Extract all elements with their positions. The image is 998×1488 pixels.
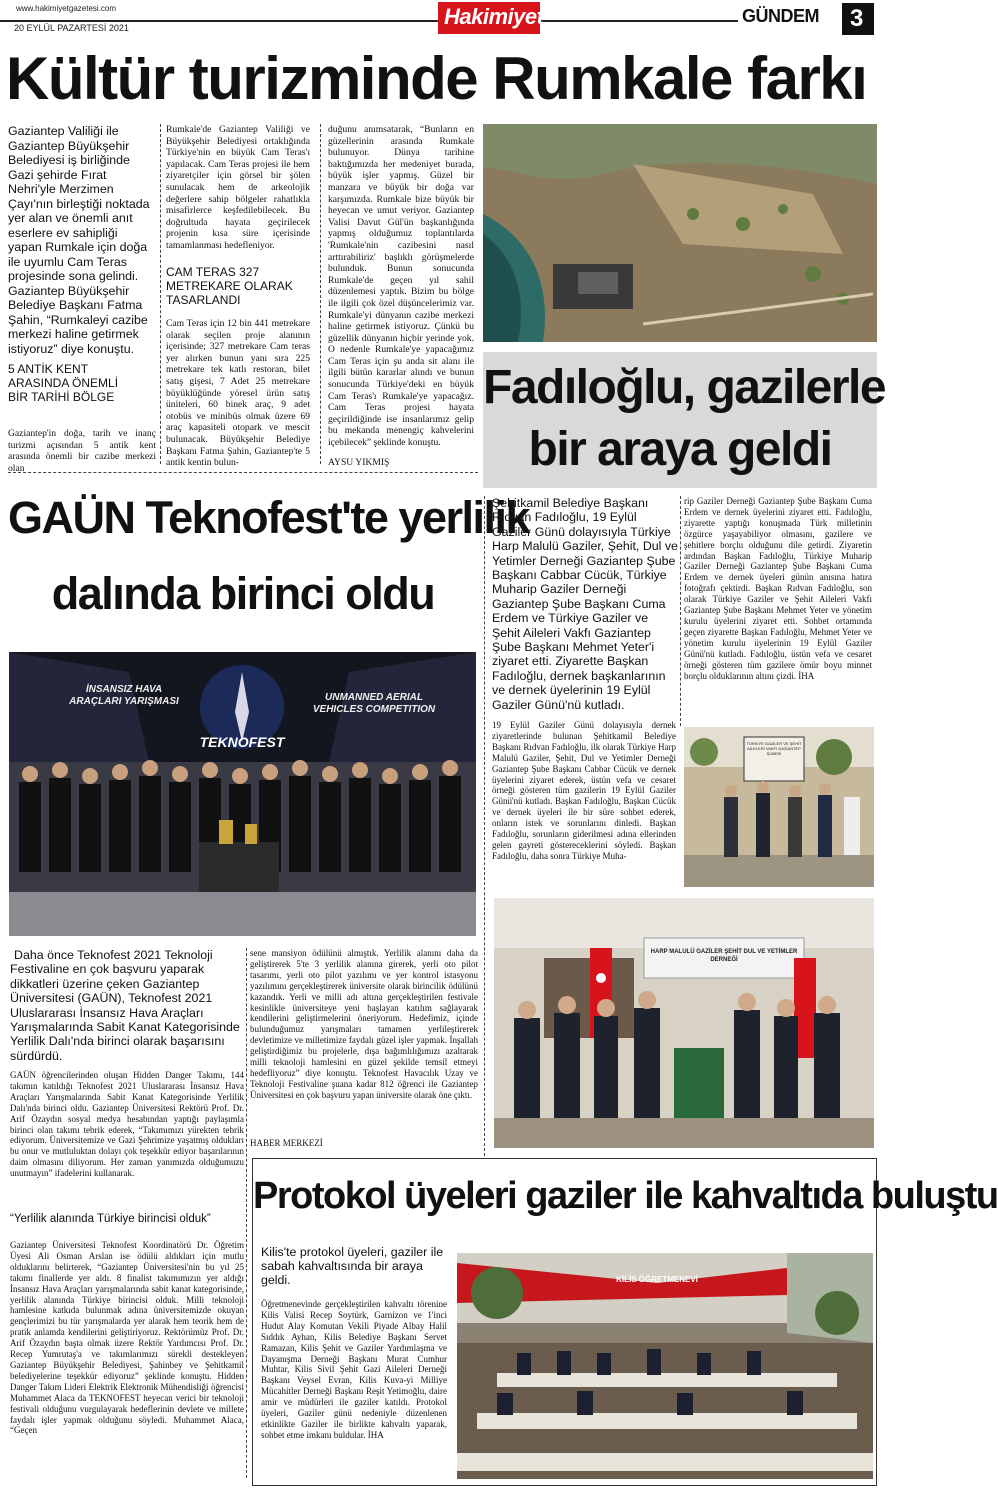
- divider-v-rumkale-2: [320, 124, 321, 464]
- page-number-box: [842, 3, 874, 35]
- header-rule-right: [540, 20, 738, 22]
- issue-date: 20 EYLÜL PAZARTESİ 2021: [14, 23, 129, 33]
- rumkale-subhead-glass: CAM TERAS 327 METREKARE OLARAK TASARLANDI: [166, 265, 293, 307]
- teknofest-headline-line2: dalında birinci oldu: [51, 568, 435, 619]
- teknofest-team-photo: [9, 652, 476, 936]
- fadiloglu-photo-sign: TÜRKİYE GAZİLER VE ŞEHİT AİLELERİ VAKFI GAZİANTEP ŞUBESİ: [746, 741, 802, 756]
- rumkale-byline: AYSU YIKMIŞ: [328, 457, 390, 468]
- rumkale-col3-body: duğunu anımsatarak, “Bunların en güzellerinin arasında Rumkale bulunuyor. Dünya tarihine baktığımızda her medeniyet burada, büyük işler yapmış. Güzel bir manzara ve büyük bir doğa var karşımızda. Rumkale bize büyük bir heyecan ve umut veriyor. Gaziantep Valisi Davut Gül'ün başkanlığında yapmış olduğumuz toplantılarda 'Rumkale'nin cazibesini nasıl arttırabiliriz' başlıklı görüşmelerde bulunduk. Bunun sonucunda Rumkale'de geçen yıl sahil düzenlemesi yaptık. Bizim bu bölge ile ilgili çok özel düşüncelerimiz var. Rumkale'yi dünyanın cazibe merkezi haline getirmek istiyoruz. Çünkü bu güzellik dünyanın hiçbir yerinde yok. O nedenle Rumkale'ye yapacağımız Cam Teras için şu anda sit alanı ile ilgili bütün kararlar alındı ve bunun sonucunda Türkiye'deki en büyük Cam Teras'ı Rumkale'ye yapacağız. Cam Teras projesi hayata geçirildiğinde ise insanlarımız gelip bu mekanda menengiç kahvelerini içebilecek” şeklinde konuştu.: [328, 124, 474, 449]
- fadiloglu-visit-photo: [684, 727, 874, 887]
- teknofest-body-b: Gaziantep Üniversitesi Teknofest Koordinatörü Dr. Öğretim Üyesi Ali Osman Arslan ise ödülü aldıkları için mutlu olduklarını belirterek, “Gaziantep Üniversitesi'nin bu yıl 25 takımı finallerde yer aldı. 8 finalist takımımızın yer aldığı İnsansız Hava Araçları yarışmalarında sabit kanat kategorisinde, yerlilik alanında Türkiye birincisi olduk. Milli teknoloji hamlesine katkıda bulunmak adına üniversitemizde okuyan gençlerimizi bu tür yarışmalarda yer alarak hem teorik hem de pratik anlamda kendilerini geliştiriyoruz. Rektörümüz Prof. Dr. Arif Özaydın başta olmak üzere Rektör Yardımcısı Prof. Dr. Recep Yumrutaş'a ve takımlarımızı sürekli destekleyen Gaziantep Büyükşehir Belediyesi, Şahinbey ve Şehitkamil belediyelerine teşekkür ediyoruz” şeklinde konuştu. Hidden Danger Takım Lideri Elektrik Elektronik Mühendisliği öğrencisi Muhammet Alaca da TEKNOFEST heyecan verici bir teknoloji festivali olduğunu vurgulayarak hedeflerinin devlete ve millete faydalı işler yapmak olduğunu söyledi. Muhammet Alaca, “Geçen: [10, 1240, 244, 1436]
- rumkale-col2-body-a: Rumkale'de Gaziantep Valiliği ve Büyükşehir Belediyesi ortaklığında Türkiye'nin en büyük Cam Teras'ı yapılacak. Cam Teras projesi ile hem ziyaretçiler için görsel bir şölen sunulacak hem de arkeolojik değerlere sahip bölgeler rahatlıkla misafirlerce keşfedilebilecek. Bu doğrultuda hayata geçirilecek projenin kısa süre içerisinde tamamlanması hedefleniyor.: [166, 124, 310, 251]
- teknofest-byline: HABER MERKEZİ: [250, 1138, 323, 1148]
- header-rule-left: [0, 20, 438, 22]
- rumkale-headline: Kültür turizminde Rumkale farkı: [6, 45, 867, 112]
- fadiloglu-body-right: rip Gaziler Derneği Gaziantep Şube Başkanı Cuma Erdem ve dernek üyelerini ziyaret etti. Fadıloğlu, ziyarette yaptığı konuşmada Türk milletinin özgürce yaşayabiliyor olmasını, gazilere ve şehitlere borçlu olduğunu dile getirdi. Ziyaretin ardından Başkan Fadıloğlu, Türkiye Muharip Gaziler Derneği Gaziantep Şube Başkanı Cuma Erdem ve dernek üyeleri günün anısına hatıra fotoğrafı çektirdi. Başkan Rıdvan Fadıloğlu, son olarak Türkiye Gaziler ve Şehit Aileleri Vakfı Gaziantep Şube Başkanı Mehmet Yeter ve yönetim kurulu üyelerini ziyaret etti. Sohbet ortamında geçen ziyarette Başkan Fadıloğlu, Mehmet Yeter ve yönetim kurulu üyelerinin 19 Eylül Gaziler Günü'nü kutladı. Fadıloğlu, üstün vefa ve cesaret örneği gösteren tüm gazilere ömür boyu minnet borçlu olduklarının altını çizdi. İHA: [684, 496, 872, 681]
- rumkale-subhead-ancient: 5 ANTİK KENT ARASINDA ÖNEMLİ BİR TARİHİ BÖLGE: [8, 362, 119, 404]
- gaziler-dernek-photo: [494, 898, 874, 1148]
- page-number: 3: [850, 5, 864, 32]
- protokol-headline: Protokol üyeleri gaziler ile kahvaltıda buluştu: [253, 1175, 998, 1217]
- website-url[interactable]: www.hakimiyetgazetesi.com: [16, 4, 117, 13]
- teknofest-banner-logo: TEKNOFEST: [199, 734, 285, 750]
- fadiloglu-lead: Şehitkamil Belediye Başkanı Rıdvan Fadıloğlu, 19 Eylül Gaziler Günü dolayısıyla Türkiye Harp Malulü Gaziler, Şehit, Dul ve Yetimler Derneği Gaziantep Şube Başkanı Cabbar Cücük, Türkiye Muharip Gaziler Derneği Gaziantep Şube Başkanı Cuma Erdem ve Türkiye Gaziler ve Şehit Aileleri Vakfı Gaziantep Şube Başkanı Mehmet Yeter'i ziyaret etti. Ziyarette Başkan Fadıloğlu, dernek başkanlarının ve dernek üyelerinin 19 Eylül Gaziler Günü'nü kutladı.: [492, 496, 678, 712]
- logo-text: Hakimiyet: [444, 4, 544, 29]
- teknofest-subhead: “Yerlilik alanında Türkiye birincisi olduk”: [10, 1213, 211, 1225]
- teknofest-body-a: GAÜN öğrencilerinden oluşan Hidden Danger Takımı, 144 takımın katıldığı Teknofest 2021 Uluslararası İnsansız Hava Araçları Yarışmalarında Sabit Kanat Kategorisinde Yerlilik Dalı'nda birinci oldu. Gaziantep Üniversitesi Rektörü Prof. Dr. Arif Özaydın sosyal medya hesabından yaptığı paylaşımla birinci olan takımı tebrik ederek, “Takımımızı yürekten tebrik ediyorum. Üniversitemize ve Gazi Şehrimize yaşatmış oldukları bu onur ve mutluluktan dolayı çok teşekkür ediyor başarılarının daim olmasını diliyorum. Her zaman yanımızda olduğumuzu unutmayın” ifadelerini kullanarak.: [10, 1070, 244, 1179]
- teknofest-headline-line1: GAÜN Teknofest'te yerlilik: [8, 492, 530, 543]
- teknofest-body-c: sene mansiyon ödülünü almıştık. Yerlilik alanını daha da geliştirerek 5'te 3 yerlilik alanına girerek, yerli oto pilot tasarımı, yerli oto pilot yazılımı ve yer kontrol istasyonu yazılımını gerçekleştirerek üniversite olarak birincilik ödülünü kazandık. Yerli ve milli adı altına gerçekleştirilen festivale kesinlikle üniversiteye yeni başlayan katılım sağlayarak kendilerini geliştirmelerini öneriyorum. Hedefimiz, içinde bulunduğumuz yarışmaları tamamen yerlileştirerek devletimize ve milletimize faydalı güzel işler yapmak. İnşallah geliştirdiğimiz bu projelerle, dışa bağımlılığımızı azaltarak milli teknoloji hamlesini en güzel şekilde temsil etmeyi hedefliyoruz” diye konuştu. Teknofest Havacılık Uzay ve Teknoloji Festivaline şuana kadar 812 öğrenci ile Gaziantep Üniversitesi en çok başvuru yapan üniversite olarak öne çıktı.: [250, 948, 478, 1100]
- protokol-box: [252, 1158, 998, 1486]
- rumkale-lead: Gaziantep Valiliği ile Gaziantep Büyükşehir Belediyesi iş birliğinde Gazi şehirde Fırat Nehri'yle Merzimen Çayı'nın birleştiği noktada yer alan ve önemli anıt eserlere ev sahipliği yapan Rumkale için doğa ile uyumlu Cam Teras projesinde sona gelindi. Gaziantep Büyükşehir Belediye Başkanı Fatma Şahin, “Rumkaleyi cazibe merkezi haline getirmek istiyoruz” diye konuştu.: [8, 124, 150, 356]
- fadiloglu-headline-panel: [483, 352, 886, 488]
- teknofest-banner-left: İNSANSIZ HAVA ARAÇLARI YARIŞMASI: [69, 684, 179, 707]
- fadiloglu-headline-line2: bir araya geldi: [528, 423, 832, 476]
- gaziler-photo-sign: HARP MALULÜ GAZİLER ŞEHİT DUL VE YETİMLER DERNEĞİ: [650, 949, 798, 963]
- protokol-body: Öğretmenevinde gerçekleştirilen kahvaltı törenine Kilis Valisi Recep Soytürk, Garnizon ve 1'inci Hudut Alay Komutan Vekili Piyade Albay Halil Sıddık Ayhan, Kilis Belediye Başkanı Servet Ramazan, Kilis Şehit ve Gaziler Yardımlaşma ve Dayanışma Derneği Başkanı Murat Cumhur Muhtar, Kilis Sivil Şehit Gazi Aileleri Derneği Başkanı Veysel Evran, Kilis Kuva-yi Milliye Mücahitler Derneği Başkanı Reşit Yetimoğlu, daire amir ve müdürleri ile gaziler katıldı. Protokol üyeleri, Gaziler günü nedeniyle düzenlenen etkinlikte Gaziler ile birlikte kahvaltı yaparak, sohbet etme imkanı buldular. İHA: [261, 1299, 447, 1440]
- teknofest-lead: Daha önce Teknofest 2021 Teknoloji Festivaline en çok başvuru yaparak dikkatleri üzerine çeken Gaziantep Üniversitesi (GAÜN), Teknofest 2021 Uluslararası İnsansız Hava Araçları Yarışmalarında Sabit Kanat Kategorisinde Yerlilik Dalı'nda birinci olarak başarısını sürdürdü.: [10, 948, 240, 1063]
- fadiloglu-headline-line1: Fadıloğlu, gazilerle: [483, 361, 886, 414]
- divider-v-center: [484, 496, 485, 1156]
- teknofest-banner-right: UNMANNED AERIAL VEHICLES COMPETITION: [312, 692, 436, 715]
- masthead: [0, 0, 879, 40]
- divider-v-teknofest: [246, 948, 247, 1478]
- rumkale-col1-body: Gaziantep'in doğa, tarih ve inanç turizmi açısından 5 antik kent arasında önemli bir cazibe merkezi olan: [8, 428, 156, 474]
- rumkale-aerial-photo: [483, 124, 877, 342]
- section-label: GÜNDEM: [742, 6, 819, 26]
- protokol-photo-sign: KİLİS ÖĞRETMENEVİ: [616, 1275, 698, 1284]
- protokol-breakfast-photo: [457, 1253, 873, 1479]
- divider-h-rumkale: [8, 472, 478, 473]
- rumkale-col2-body-b: Cam Teras için 12 bin 441 metrekare olarak seçilen proje alanının içerisinde; 327 metrekare Cam teras yer alırken bunun yanı sıra 225 metrekare tek katlı restoran, bilet satış gişesi, 7 Adet 25 metrekare büyüklüğünde yöresel ürün satış üniteleri, 60 binek araç, 9 adet otobüs ve minibüs olmak üzere 69 araç kapasiteli otopark ve mescit bulunacak. Büyükşehir Belediye Başkanı Fatma Şahin, Gaziantep'te 5 antik kentin bulun-: [166, 318, 310, 469]
- divider-v-rumkale: [160, 124, 161, 464]
- fadiloglu-body-left: 19 Eylül Gaziler Günü dolayısıyla dernek ziyaretlerinde bulunan Şehitkamil Belediye Başkanı Rıdvan Fadıloğlu, ilk olarak Türkiye Harp Malulü Gaziler, Şehit, Dul ve Yetimler Derneği Gaziantep Şube Başkanı Cabbar Cücük ve dernek üyelerini ziyaret ederek, üstün vefa ve cesaret örneği gösteren tüm gazilerin 19 Eylül Gaziler Günü'nü kutladı. Başkan Fadıloğlu, Başkan Cücük ve dernek üyeleri ile bir süre sohbet ederek, onların istek ve sorunlarını dinledi. Başkan Fadıloğlu, sorunların giderilmesi adına ellerinden gelen gayreti göstereceklerini söyledi. Başkan Fadıloğlu, daha sonra Türkiye Muha-: [492, 720, 676, 861]
- protokol-lead: Kilis'te protokol üyeleri, gaziler ile sabah kahvaltısında bir araya geldi.: [261, 1245, 444, 1287]
- logo: [438, 2, 544, 34]
- divider-v-fadiloglu: [680, 496, 681, 726]
